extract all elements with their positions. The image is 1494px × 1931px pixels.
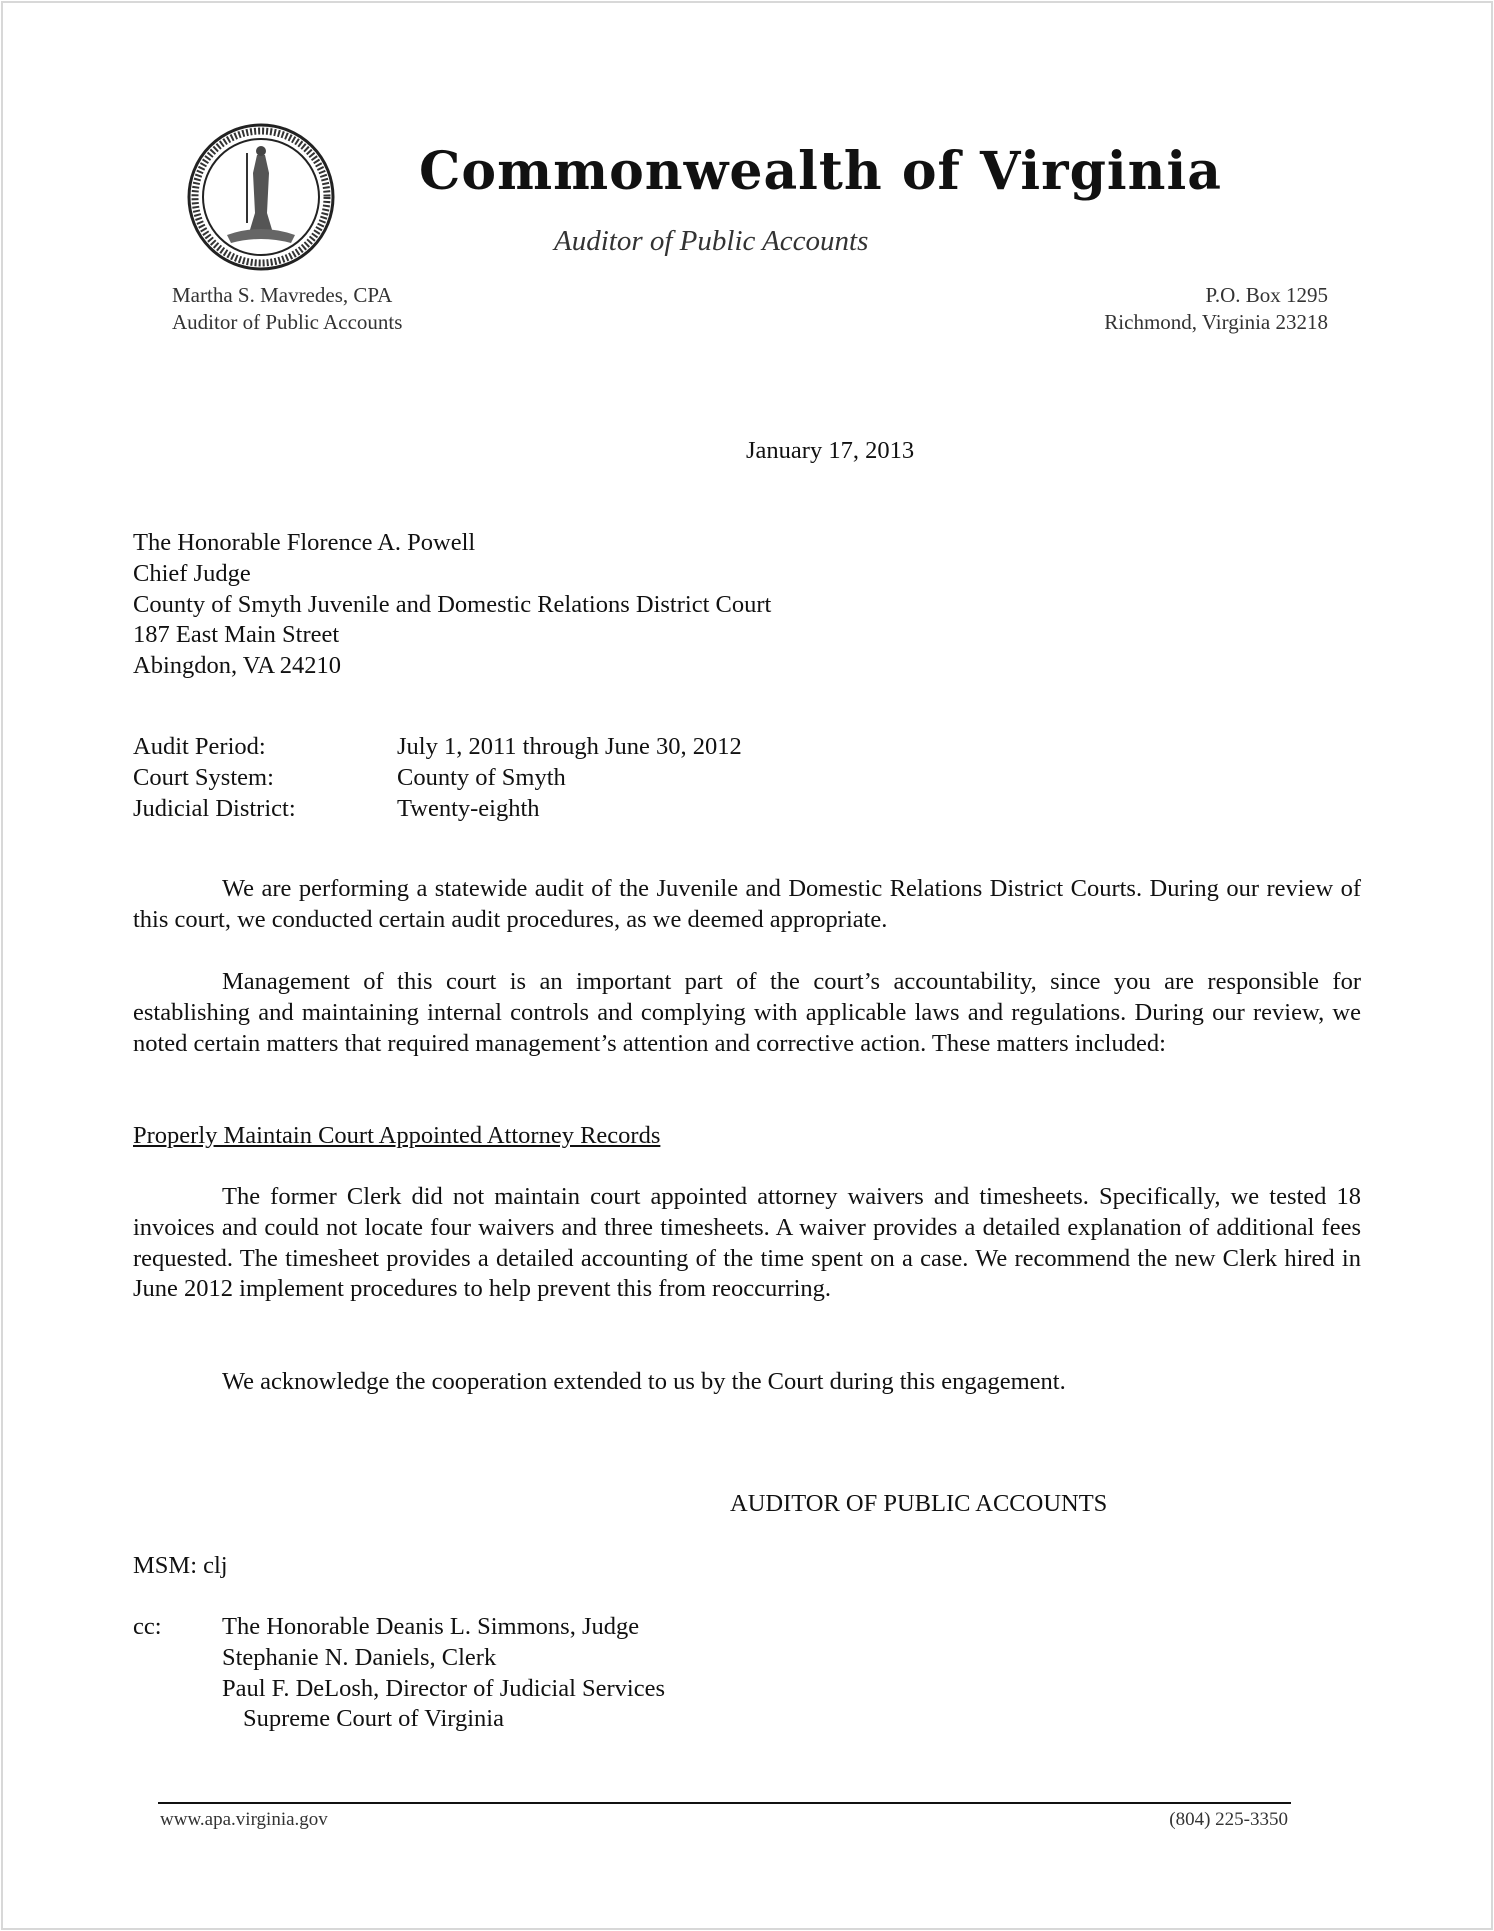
addressee-line: 187 East Main Street bbox=[133, 621, 340, 649]
auditor-info bbox=[172, 282, 402, 336]
footer-phone: (804) 225-3350 bbox=[1169, 1809, 1288, 1830]
letterhead-title: Commonwealth of Virginia bbox=[419, 141, 1222, 202]
cc-item: Stephanie N. Daniels, Clerk bbox=[222, 1643, 497, 1671]
footer-divider bbox=[158, 1802, 1291, 1804]
detail-row bbox=[133, 732, 742, 763]
address-line: P.O. Box 1295 bbox=[1205, 283, 1328, 307]
cc-label: cc: bbox=[133, 1613, 162, 1640]
auditor-title: Auditor of Public Accounts bbox=[172, 310, 403, 334]
cc-item: Supreme Court of Virginia bbox=[243, 1705, 504, 1733]
acknowledgement-paragraph: We acknowledge the cooperation extended to us by the Court during this engagement. bbox=[222, 1368, 1066, 1395]
cc-list bbox=[222, 1612, 665, 1735]
finding-paragraph: The former Clerk did not maintain court appointed attorney waivers and timesheets. Specifically, we tested 18 invoices and could not locate four waivers and three timesheets. A waiver provides a detailed explanation of additional fees requested. The timesheet provides a detailed accounting of the time spent on a case. We recommend the new Clerk hired in June 2012 implement procedures to help prevent this from reoccurring. bbox=[133, 1183, 1361, 1303]
auditor-name: Martha S. Mavredes, CPA bbox=[172, 283, 393, 307]
addressee-line: Chief Judge bbox=[133, 559, 251, 587]
detail-label: Court System: bbox=[133, 763, 274, 791]
detail-label: Audit Period: bbox=[133, 733, 266, 760]
management-paragraph: Management of this court is an important part of the court’s accountability, since you are responsible for establishing and maintaining internal controls and complying with applicable laws and regulations. During our review, we noted certain matters that required management’s attention and corrective action. These matters included: bbox=[133, 968, 1361, 1057]
addressee-line: County of Smyth Juvenile and Domestic Relations District Court bbox=[133, 590, 772, 618]
detail-label: Judicial District: bbox=[133, 794, 296, 822]
detail-value: County of Smyth bbox=[397, 763, 566, 791]
cc-item: Paul F. DeLosh, Director of Judicial Services bbox=[222, 1674, 666, 1702]
cc-item: The Honorable Deanis L. Simmons, Judge bbox=[222, 1613, 640, 1640]
initials: MSM: clj bbox=[133, 1552, 228, 1579]
intro-paragraph: We are performing a statewide audit of the Juvenile and Domestic Relations District Courts. During our review of this court, we conducted certain audit procedures, as we deemed appropriate. bbox=[133, 875, 1361, 933]
letterhead-subtitle: Auditor of Public Accounts bbox=[554, 225, 869, 257]
office-address bbox=[1104, 282, 1328, 336]
signature-block: AUDITOR OF PUBLIC ACCOUNTS bbox=[730, 1490, 1108, 1517]
virginia-seal-logo bbox=[187, 123, 335, 271]
addressee-block bbox=[133, 528, 771, 682]
address-line: Richmond, Virginia 23218 bbox=[1104, 310, 1328, 334]
finding-heading: Properly Maintain Court Appointed Attorney Records bbox=[133, 1122, 661, 1149]
addressee-line: The Honorable Florence A. Powell bbox=[133, 529, 476, 556]
audit-details bbox=[133, 732, 742, 824]
letter-date: January 17, 2013 bbox=[746, 437, 915, 464]
detail-row bbox=[133, 794, 742, 825]
detail-value: Twenty-eighth bbox=[397, 794, 540, 822]
footer-website: www.apa.virginia.gov bbox=[160, 1809, 328, 1830]
addressee-line: Abingdon, VA 24210 bbox=[133, 652, 342, 680]
detail-value: July 1, 2011 through June 30, 2012 bbox=[397, 733, 742, 760]
detail-row bbox=[133, 763, 742, 794]
